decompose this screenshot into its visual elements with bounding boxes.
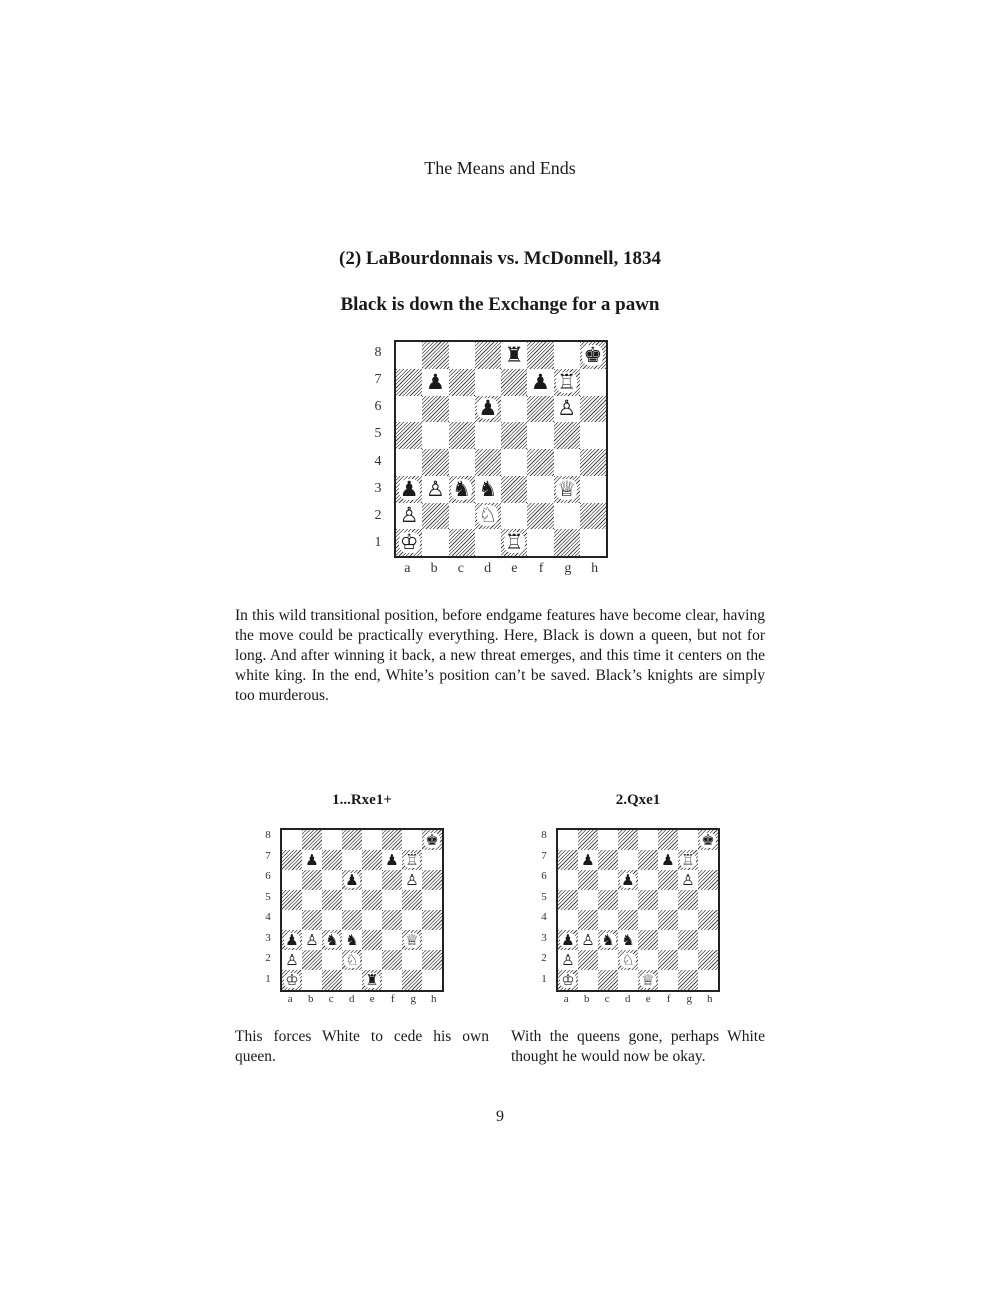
square-g8 bbox=[554, 342, 580, 369]
file-label: d bbox=[349, 993, 355, 1005]
white-pawn-icon: ♙ bbox=[557, 396, 577, 421]
black-pawn-icon: ♟ bbox=[621, 870, 635, 889]
square-a4 bbox=[396, 449, 422, 476]
square-c8 bbox=[322, 830, 342, 850]
square-a3 bbox=[282, 930, 302, 950]
white-rook-icon: ♖ bbox=[405, 850, 419, 869]
rank-label: 4 bbox=[541, 911, 547, 924]
square-e4 bbox=[501, 449, 527, 476]
square-c3 bbox=[449, 476, 475, 503]
square-b4 bbox=[422, 449, 448, 476]
square-c1 bbox=[449, 529, 475, 556]
square-f7 bbox=[382, 850, 402, 870]
rank-label: 4 bbox=[374, 453, 382, 469]
square-b3 bbox=[302, 930, 322, 950]
square-a6 bbox=[396, 396, 422, 423]
file-label: f bbox=[666, 993, 671, 1005]
square-c2 bbox=[322, 950, 342, 970]
file-label: b bbox=[308, 993, 314, 1005]
move2-caption: 2.Qxe1 bbox=[615, 792, 661, 808]
square-f6 bbox=[382, 870, 402, 890]
black-rook-icon: ♜ bbox=[504, 342, 524, 367]
square-g5 bbox=[678, 890, 698, 910]
rank-label: 3 bbox=[374, 480, 382, 496]
square-b8 bbox=[302, 830, 322, 850]
square-c6 bbox=[322, 870, 342, 890]
square-b8 bbox=[578, 830, 598, 850]
square-a8 bbox=[282, 830, 302, 850]
square-c3 bbox=[322, 930, 342, 950]
file-label: c bbox=[457, 561, 464, 576]
square-c5 bbox=[322, 890, 342, 910]
square-f4 bbox=[382, 910, 402, 930]
square-e3 bbox=[362, 930, 382, 950]
square-d3 bbox=[342, 930, 362, 950]
move2-commentary: With the queens gone, perhaps White thought he would now be okay. bbox=[511, 1028, 765, 1065]
white-pawn-icon: ♙ bbox=[305, 930, 319, 949]
file-label: e bbox=[369, 993, 375, 1005]
square-d7 bbox=[618, 850, 638, 870]
file-label: f bbox=[538, 561, 544, 576]
square-c4 bbox=[449, 449, 475, 476]
square-d8 bbox=[342, 830, 362, 850]
square-b5 bbox=[422, 422, 448, 449]
chess-board-main bbox=[394, 340, 608, 558]
square-a8 bbox=[558, 830, 578, 850]
square-h2 bbox=[580, 503, 606, 530]
square-e7 bbox=[362, 850, 382, 870]
square-e8 bbox=[638, 830, 658, 850]
square-g8 bbox=[678, 830, 698, 850]
black-pawn-icon: ♟ bbox=[305, 850, 319, 869]
black-king-icon: ♚ bbox=[425, 830, 439, 849]
square-d1 bbox=[342, 970, 362, 990]
square-c4 bbox=[322, 910, 342, 930]
rank-label: 6 bbox=[541, 870, 547, 883]
square-h1 bbox=[422, 970, 442, 990]
black-knight-icon: ♞ bbox=[621, 930, 635, 949]
square-e5 bbox=[638, 890, 658, 910]
square-b1 bbox=[302, 970, 322, 990]
square-e2 bbox=[362, 950, 382, 970]
white-queen-icon: ♕ bbox=[641, 970, 655, 989]
rank-label: 1 bbox=[541, 972, 547, 985]
rank-label: 6 bbox=[374, 399, 382, 415]
file-label: a bbox=[404, 561, 411, 576]
square-h7 bbox=[698, 850, 718, 870]
square-d3 bbox=[618, 930, 638, 950]
square-e6 bbox=[362, 870, 382, 890]
black-knight-icon: ♞ bbox=[325, 930, 339, 949]
running-header: The Means and Ends bbox=[424, 158, 576, 178]
square-f3 bbox=[382, 930, 402, 950]
square-d7 bbox=[342, 850, 362, 870]
square-e4 bbox=[362, 910, 382, 930]
square-c6 bbox=[449, 396, 475, 423]
square-c2 bbox=[449, 503, 475, 530]
rank-label: 5 bbox=[541, 890, 547, 903]
white-rook-icon: ♖ bbox=[504, 530, 524, 555]
white-queen-icon: ♕ bbox=[557, 476, 577, 501]
square-b6 bbox=[578, 870, 598, 890]
square-e6 bbox=[638, 870, 658, 890]
square-f7 bbox=[658, 850, 678, 870]
square-f8 bbox=[658, 830, 678, 850]
square-g1 bbox=[678, 970, 698, 990]
square-d8 bbox=[475, 342, 501, 369]
square-c1 bbox=[322, 970, 342, 990]
square-h8 bbox=[580, 342, 606, 369]
rank-label: 2 bbox=[265, 952, 271, 965]
square-f1 bbox=[382, 970, 402, 990]
white-rook-icon: ♖ bbox=[557, 369, 577, 394]
square-f7 bbox=[527, 369, 553, 396]
square-d7 bbox=[475, 369, 501, 396]
square-f8 bbox=[382, 830, 402, 850]
square-d4 bbox=[342, 910, 362, 930]
page-number: 9 bbox=[496, 1108, 504, 1125]
square-e8 bbox=[501, 342, 527, 369]
rank-label: 1 bbox=[374, 535, 382, 551]
square-g7 bbox=[554, 369, 580, 396]
square-f2 bbox=[658, 950, 678, 970]
square-g6 bbox=[402, 870, 422, 890]
square-a3 bbox=[396, 476, 422, 503]
square-e1 bbox=[638, 970, 658, 990]
square-g7 bbox=[402, 850, 422, 870]
square-h2 bbox=[422, 950, 442, 970]
square-d2 bbox=[475, 503, 501, 530]
square-a5 bbox=[396, 422, 422, 449]
square-b1 bbox=[578, 970, 598, 990]
square-d1 bbox=[475, 529, 501, 556]
square-c3 bbox=[598, 930, 618, 950]
rank-label: 2 bbox=[374, 508, 382, 524]
square-b4 bbox=[302, 910, 322, 930]
square-a2 bbox=[282, 950, 302, 970]
square-d5 bbox=[618, 890, 638, 910]
square-a2 bbox=[558, 950, 578, 970]
chess-board-move1 bbox=[280, 828, 444, 992]
square-c8 bbox=[598, 830, 618, 850]
file-label: a bbox=[563, 993, 569, 1005]
square-a7 bbox=[282, 850, 302, 870]
white-pawn-icon: ♙ bbox=[425, 476, 445, 501]
square-d6 bbox=[342, 870, 362, 890]
white-knight-icon: ♘ bbox=[621, 950, 635, 969]
rank-label: 6 bbox=[265, 870, 271, 883]
black-knight-icon: ♞ bbox=[452, 476, 472, 501]
file-label: c bbox=[604, 993, 610, 1005]
square-a2 bbox=[396, 503, 422, 530]
square-g6 bbox=[554, 396, 580, 423]
square-b1 bbox=[422, 529, 448, 556]
black-knight-icon: ♞ bbox=[478, 476, 498, 501]
square-g7 bbox=[678, 850, 698, 870]
square-c7 bbox=[322, 850, 342, 870]
white-king-icon: ♔ bbox=[399, 530, 419, 555]
square-h1 bbox=[698, 970, 718, 990]
rank-label: 7 bbox=[265, 849, 271, 862]
black-knight-icon: ♞ bbox=[345, 930, 359, 949]
square-d1 bbox=[618, 970, 638, 990]
file-label: g bbox=[564, 561, 572, 576]
black-pawn-icon: ♟ bbox=[478, 396, 498, 421]
square-c7 bbox=[598, 850, 618, 870]
rank-label: 3 bbox=[541, 931, 547, 944]
square-a5 bbox=[558, 890, 578, 910]
black-rook-icon: ♜ bbox=[365, 970, 379, 989]
square-e5 bbox=[501, 422, 527, 449]
square-e3 bbox=[638, 930, 658, 950]
square-g4 bbox=[554, 449, 580, 476]
square-b3 bbox=[578, 930, 598, 950]
square-a7 bbox=[396, 369, 422, 396]
black-king-icon: ♚ bbox=[701, 830, 715, 849]
square-b3 bbox=[422, 476, 448, 503]
square-e2 bbox=[638, 950, 658, 970]
square-f4 bbox=[658, 910, 678, 930]
black-pawn-icon: ♟ bbox=[661, 850, 675, 869]
square-f3 bbox=[527, 476, 553, 503]
square-b2 bbox=[422, 503, 448, 530]
square-b7 bbox=[578, 850, 598, 870]
square-e4 bbox=[638, 910, 658, 930]
square-e2 bbox=[501, 503, 527, 530]
square-g1 bbox=[554, 529, 580, 556]
square-b5 bbox=[302, 890, 322, 910]
square-f8 bbox=[527, 342, 553, 369]
square-f4 bbox=[527, 449, 553, 476]
square-h5 bbox=[698, 890, 718, 910]
square-b7 bbox=[302, 850, 322, 870]
square-h8 bbox=[698, 830, 718, 850]
white-pawn-icon: ♙ bbox=[285, 950, 299, 969]
square-a3 bbox=[558, 930, 578, 950]
square-g4 bbox=[402, 910, 422, 930]
square-g2 bbox=[402, 950, 422, 970]
square-e8 bbox=[362, 830, 382, 850]
square-g5 bbox=[554, 422, 580, 449]
white-pawn-icon: ♙ bbox=[405, 870, 419, 889]
square-f5 bbox=[382, 890, 402, 910]
white-knight-icon: ♘ bbox=[478, 503, 498, 528]
square-h4 bbox=[698, 910, 718, 930]
file-label: d bbox=[625, 993, 631, 1005]
rank-label: 4 bbox=[265, 911, 271, 924]
white-king-icon: ♔ bbox=[561, 970, 575, 989]
square-e6 bbox=[501, 396, 527, 423]
square-h1 bbox=[580, 529, 606, 556]
move1-commentary: This forces White to cede his own queen. bbox=[235, 1028, 489, 1065]
square-d6 bbox=[618, 870, 638, 890]
file-label: a bbox=[287, 993, 293, 1005]
file-label: h bbox=[591, 561, 599, 576]
square-e1 bbox=[362, 970, 382, 990]
square-a1 bbox=[396, 529, 422, 556]
square-g2 bbox=[678, 950, 698, 970]
file-label: h bbox=[431, 993, 437, 1005]
square-f6 bbox=[658, 870, 678, 890]
move1-caption: 1...Rxe1+ bbox=[332, 792, 392, 808]
square-e5 bbox=[362, 890, 382, 910]
square-d4 bbox=[618, 910, 638, 930]
square-g4 bbox=[678, 910, 698, 930]
file-label: b bbox=[584, 993, 590, 1005]
rank-label: 3 bbox=[265, 931, 271, 944]
square-g1 bbox=[402, 970, 422, 990]
square-h3 bbox=[422, 930, 442, 950]
square-g2 bbox=[554, 503, 580, 530]
black-pawn-icon: ♟ bbox=[561, 930, 575, 949]
square-a6 bbox=[282, 870, 302, 890]
square-f5 bbox=[658, 890, 678, 910]
chess-board-move2 bbox=[556, 828, 720, 992]
square-h5 bbox=[422, 890, 442, 910]
square-h6 bbox=[580, 396, 606, 423]
square-d5 bbox=[342, 890, 362, 910]
file-label: f bbox=[390, 993, 395, 1005]
square-h6 bbox=[698, 870, 718, 890]
rank-label: 8 bbox=[374, 344, 382, 360]
square-d6 bbox=[475, 396, 501, 423]
square-a4 bbox=[558, 910, 578, 930]
intro-paragraph: In this wild transitional position, before endgame features have become clear, having the move could be practically everything. Here, Black is down a queen, but not for long. And after winning it back, a new threat emerges, and this time it centers on the white king. In the end, White’s position can’t be saved. Black’s knights are simply too murderous. bbox=[235, 607, 765, 704]
square-b5 bbox=[578, 890, 598, 910]
square-b2 bbox=[578, 950, 598, 970]
rank-label: 8 bbox=[265, 829, 271, 842]
rank-label: 5 bbox=[265, 890, 271, 903]
square-h3 bbox=[698, 930, 718, 950]
square-d2 bbox=[342, 950, 362, 970]
square-f3 bbox=[658, 930, 678, 950]
square-b6 bbox=[302, 870, 322, 890]
file-label: g bbox=[410, 993, 416, 1005]
square-f1 bbox=[658, 970, 678, 990]
black-pawn-icon: ♟ bbox=[285, 930, 299, 949]
square-h6 bbox=[422, 870, 442, 890]
square-e1 bbox=[501, 529, 527, 556]
square-c8 bbox=[449, 342, 475, 369]
square-h7 bbox=[422, 850, 442, 870]
file-label: h bbox=[707, 993, 713, 1005]
square-f2 bbox=[382, 950, 402, 970]
square-g6 bbox=[678, 870, 698, 890]
file-label: d bbox=[484, 561, 492, 576]
white-rook-icon: ♖ bbox=[681, 850, 695, 869]
black-pawn-icon: ♟ bbox=[345, 870, 359, 889]
square-g3 bbox=[554, 476, 580, 503]
file-label: g bbox=[686, 993, 692, 1005]
black-pawn-icon: ♟ bbox=[385, 850, 399, 869]
square-a8 bbox=[396, 342, 422, 369]
position-subtitle: Black is down the Exchange for a pawn bbox=[340, 294, 660, 315]
square-d8 bbox=[618, 830, 638, 850]
white-pawn-icon: ♙ bbox=[561, 950, 575, 969]
black-knight-icon: ♞ bbox=[601, 930, 615, 949]
rank-label: 7 bbox=[541, 849, 547, 862]
white-knight-icon: ♘ bbox=[345, 950, 359, 969]
white-queen-icon: ♕ bbox=[405, 930, 419, 949]
square-b4 bbox=[578, 910, 598, 930]
black-pawn-icon: ♟ bbox=[530, 369, 550, 394]
square-d5 bbox=[475, 422, 501, 449]
white-pawn-icon: ♙ bbox=[399, 503, 419, 528]
square-b6 bbox=[422, 396, 448, 423]
square-b2 bbox=[302, 950, 322, 970]
square-b7 bbox=[422, 369, 448, 396]
square-b8 bbox=[422, 342, 448, 369]
square-c5 bbox=[598, 890, 618, 910]
black-pawn-icon: ♟ bbox=[581, 850, 595, 869]
rank-label: 1 bbox=[265, 972, 271, 985]
white-king-icon: ♔ bbox=[285, 970, 299, 989]
file-label: e bbox=[645, 993, 651, 1005]
square-f6 bbox=[527, 396, 553, 423]
square-c1 bbox=[598, 970, 618, 990]
square-h4 bbox=[580, 449, 606, 476]
square-e7 bbox=[638, 850, 658, 870]
square-e3 bbox=[501, 476, 527, 503]
square-d2 bbox=[618, 950, 638, 970]
white-pawn-icon: ♙ bbox=[581, 930, 595, 949]
square-a1 bbox=[282, 970, 302, 990]
rank-label: 2 bbox=[541, 952, 547, 965]
square-c7 bbox=[449, 369, 475, 396]
rank-label: 5 bbox=[374, 426, 382, 442]
file-label: c bbox=[328, 993, 334, 1005]
square-f2 bbox=[527, 503, 553, 530]
square-h7 bbox=[580, 369, 606, 396]
square-d3 bbox=[475, 476, 501, 503]
square-h3 bbox=[580, 476, 606, 503]
square-h4 bbox=[422, 910, 442, 930]
square-a4 bbox=[282, 910, 302, 930]
file-label: b bbox=[430, 561, 438, 576]
black-king-icon: ♚ bbox=[583, 342, 603, 367]
square-g5 bbox=[402, 890, 422, 910]
game-heading: (2) LaBourdonnais vs. McDonnell, 1834 bbox=[339, 248, 661, 269]
square-c5 bbox=[449, 422, 475, 449]
square-f5 bbox=[527, 422, 553, 449]
square-h2 bbox=[698, 950, 718, 970]
square-a1 bbox=[558, 970, 578, 990]
square-c6 bbox=[598, 870, 618, 890]
square-h8 bbox=[422, 830, 442, 850]
file-label: e bbox=[511, 561, 518, 576]
square-f1 bbox=[527, 529, 553, 556]
square-g8 bbox=[402, 830, 422, 850]
white-pawn-icon: ♙ bbox=[681, 870, 695, 889]
square-e7 bbox=[501, 369, 527, 396]
square-g3 bbox=[678, 930, 698, 950]
square-c4 bbox=[598, 910, 618, 930]
square-a5 bbox=[282, 890, 302, 910]
black-pawn-icon: ♟ bbox=[425, 369, 445, 394]
rank-label: 7 bbox=[374, 371, 382, 387]
square-c2 bbox=[598, 950, 618, 970]
square-d4 bbox=[475, 449, 501, 476]
square-a6 bbox=[558, 870, 578, 890]
black-pawn-icon: ♟ bbox=[399, 476, 419, 501]
square-a7 bbox=[558, 850, 578, 870]
rank-label: 8 bbox=[541, 829, 547, 842]
square-g3 bbox=[402, 930, 422, 950]
square-h5 bbox=[580, 422, 606, 449]
